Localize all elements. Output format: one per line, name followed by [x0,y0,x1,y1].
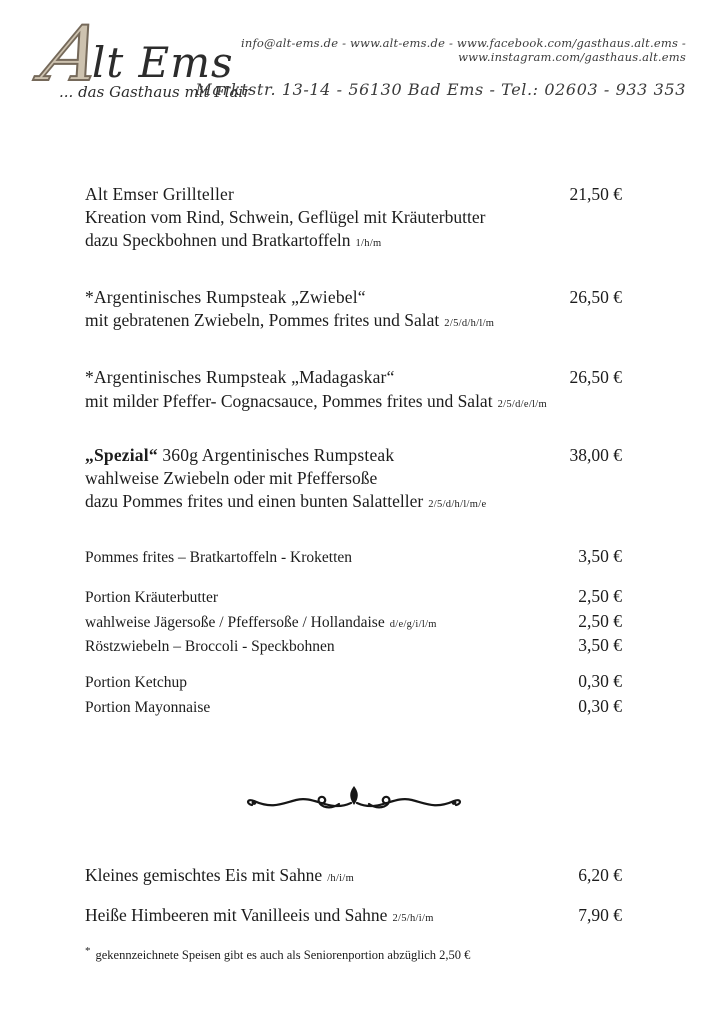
item-price: 26,50 € [569,367,622,388]
divider-flourish-icon [239,784,469,816]
item-title-bold: „Spezial“ [85,444,158,465]
menu-item [85,864,622,887]
item-title [85,444,394,467]
logo-initial: A [34,9,112,98]
item-description [85,390,622,413]
item-title: Pommes frites – Bratkartoffeln - Kroketten [85,548,353,566]
item-title-text: Heiße Himbeeren mit Vanilleeis und Sahne [85,905,388,926]
item-title: *Argentinisches Rumpsteak „Madagaskar“ [85,367,395,388]
item-description [85,309,622,332]
item-title-text: Kleines gemischtes Eis mit Sahne [85,865,323,886]
item-title [85,904,434,927]
item-price: 0,30 € [578,671,622,692]
item-price: 26,50 € [569,287,622,308]
menu-item [85,366,622,412]
allergen-codes: /h/i/m [327,873,355,885]
allergen-codes: 2/5/d/h/l/m/e [428,498,487,510]
allergen-codes: d/e/g/i/l/m [389,618,437,630]
contact-line-address: Marktstr. 13-14 - 56130 Bad Ems - Tel.: 02603 - 933 353 [195,80,686,99]
item-description [85,206,622,229]
allergen-codes: 2/5/d/h/l/m [444,318,495,330]
menu-item [85,444,622,513]
item-title-row [85,183,622,206]
menu-item [85,286,622,332]
item-description [85,490,622,513]
item-price: 2,50 € [578,586,622,607]
logo-tagline: ... das Gasthaus mit Flair [59,82,251,101]
item-description-text: dazu Pommes frites und einen bunten Salatteller [85,490,424,511]
item-price: 0,30 € [578,695,622,716]
item-price: 7,90 € [578,905,622,926]
item-title [85,864,354,887]
item-description-text: mit gebratenen Zwiebeln, Pommes frites und Salat [85,310,440,331]
menu-item [85,694,622,718]
header [34,9,686,122]
logo-name: lt Ems [91,38,234,88]
contact-line-email-web: info@alt-ems.de - www.alt-ems.de - www.facebook.com/gasthaus.alt.ems - www.instagram.com/gasthaus.alt.ems [240,36,686,64]
item-title-rest: 360g Argentinisches Rumpsteak [157,444,395,465]
item-title-row [85,286,622,309]
item-title-row [85,366,622,389]
item-description-text: mit milder Pfeffer- Cognacsauce, Pommes frites und Salat [85,390,493,411]
item-price: 3,50 € [578,545,622,566]
menu-item [85,544,622,568]
item-price: 38,00 € [569,444,622,465]
item-description-text: dazu Speckbohnen und Bratkartoffeln [85,230,351,251]
contact-info [45,36,686,99]
footnote-marker: * [85,945,91,958]
item-title: Portion Kräuterbutter [85,589,219,607]
item-title: *Argentinisches Rumpsteak „Zwiebel“ [85,287,366,308]
allergen-codes: 2/5/d/e/l/m [497,398,547,410]
item-price: 21,50 € [569,184,622,204]
item-price: 3,50 € [578,635,622,656]
item-title: Portion Mayonnaise [85,698,211,716]
menu-item [85,669,622,693]
item-description [85,467,622,490]
item-title-text: wahlweise Jägersoße / Pfeffersoße / Hollandaise [85,613,385,631]
item-title: Röstzwiebeln – Broccoli - Speckbohnen [85,638,335,656]
menu-item [85,183,622,252]
item-description-text: Kreation vom Rind, Schwein, Geflügel mit Kräuterbutter [85,207,486,228]
menu-item [85,904,622,927]
footnote [85,945,622,963]
menu-item [85,633,622,657]
menu-item [85,609,622,633]
item-title: Alt Emser Grillteller [85,184,235,204]
item-description-text: wahlweise Zwiebeln oder mit Pfeffersoße [85,467,378,488]
allergen-codes: 2/5/h/i/m [392,913,434,925]
item-price: 6,20 € [578,865,622,886]
item-description [85,229,622,252]
footnote-text: gekennzeichnete Speisen gibt es auch als Seniorenportion abzüglich 2,50 € [95,948,471,963]
item-title: Portion Ketchup [85,674,188,692]
menu-item [85,584,622,608]
allergen-codes: 1/h/m [355,238,382,250]
section-divider [85,784,622,816]
item-title [85,612,437,633]
menu-content [85,183,622,964]
item-price: 2,50 € [578,610,622,631]
item-title-row [85,444,622,467]
